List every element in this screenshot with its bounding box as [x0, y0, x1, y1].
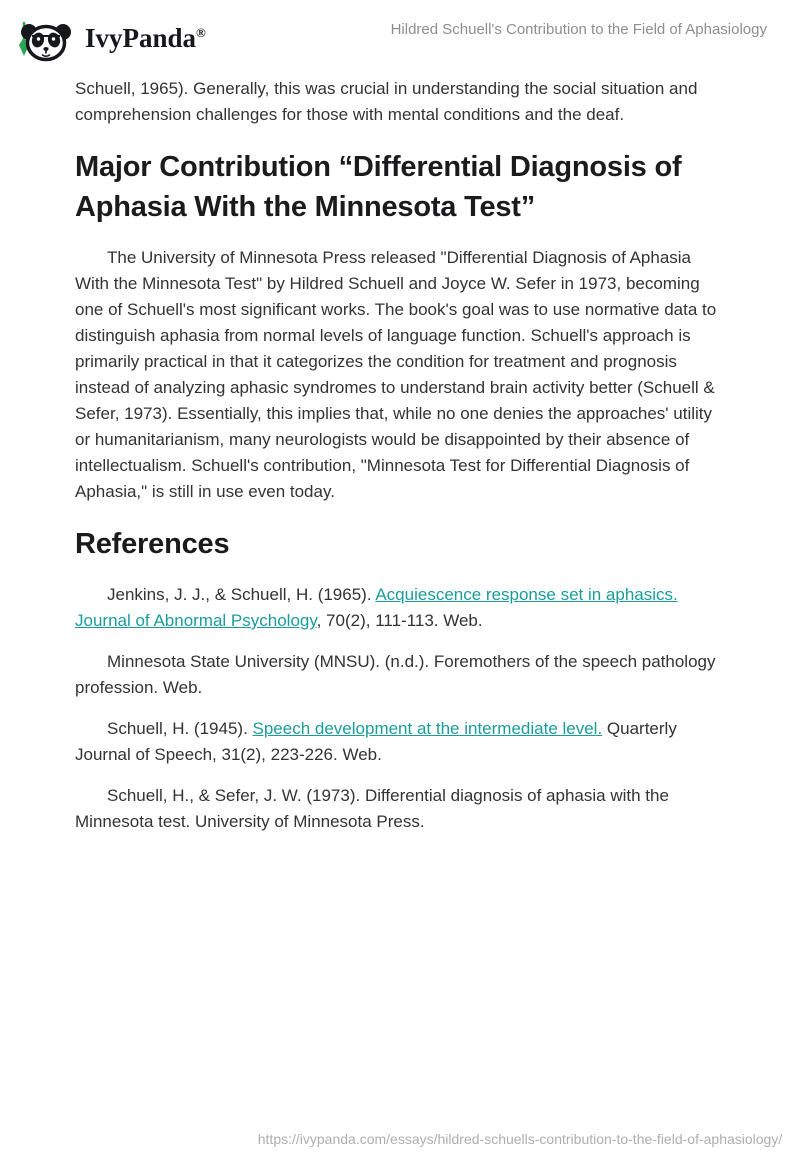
document-title: Hildred Schuell's Contribution to the Field of Aphasiology [390, 21, 767, 38]
section-heading-major-contribution: Major Contribution “Differential Diagnosis of Aphasia With the Minnesota Test” [75, 151, 682, 223]
intro-paragraph: Schuell, 1965). Generally, this was crucial in understanding the social situation and comprehension challenges for those with mental conditions and the deaf. [75, 79, 698, 124]
ivypanda-panda-icon [14, 8, 78, 62]
registered-mark: ® [196, 24, 206, 40]
reference-text: Jenkins, J. J., & Schuell, H. (1965). [107, 585, 376, 604]
reference-link-speech-development[interactable]: Speech development at the intermediate level. [252, 719, 603, 738]
reference-item-jenkins [75, 582, 725, 634]
reference-text: , 70(2), 111-113. Web. [316, 611, 483, 630]
footer-url: https://ivypanda.com/essays/hildred-schuells-contribution-to-the-field-of-aphasiology/ [257, 1131, 783, 1147]
references-heading: References [75, 528, 230, 560]
brand-logo[interactable] [14, 8, 206, 62]
document-body [0, 76, 800, 835]
reference-text: Schuell, H. (1945). [107, 719, 253, 738]
reference-item-schuell-sefer [75, 783, 725, 835]
reference-item-schuell-1945 [75, 716, 725, 768]
section-paragraph: The University of Minnesota Press released "Differential Diagnosis of Aphasia With the Minnesota Test" by Hildred Schuell and Joyce W. Sefer in 1973, becoming one of Schuell's most significant works. The book's goal was to use normative data to distinguish aphasia from normal levels of language function. Schuell's approach is primarily practical in that it categorizes the condition for treatment and prognosis instead of analyzing aphasic syndromes to understand brain activity better (Schuell & Sefer, 1973). Essentially, this implies that, while no one denies the approaches' utility or humanitarianism, many neurologists would be disappointed by their absence of intellectualism. Schuell's contribution, "Minnesota Test for Differential Diagnosis of Aphasia," is still in use even today. [75, 248, 717, 501]
reference-link-acquiescence[interactable]: Acquiescence response set in aphasics. Journal of Abnormal Psychology [75, 585, 678, 630]
reference-text: Schuell, H., & Sefer, J. W. (1973). Differential diagnosis of aphasia with the Minnesota test. University of Minnesota Press. [75, 786, 669, 831]
page-header [0, 0, 800, 64]
reference-text: Quarterly Journal of Speech, 31(2), 223-226. Web. [75, 719, 677, 764]
reference-text: Minnesota State University (MNSU). (n.d.). Foremothers of the speech pathology profession. Web. [75, 652, 716, 697]
brand-name: IvyPanda® [85, 22, 206, 53]
reference-item-mnsu [75, 649, 725, 701]
